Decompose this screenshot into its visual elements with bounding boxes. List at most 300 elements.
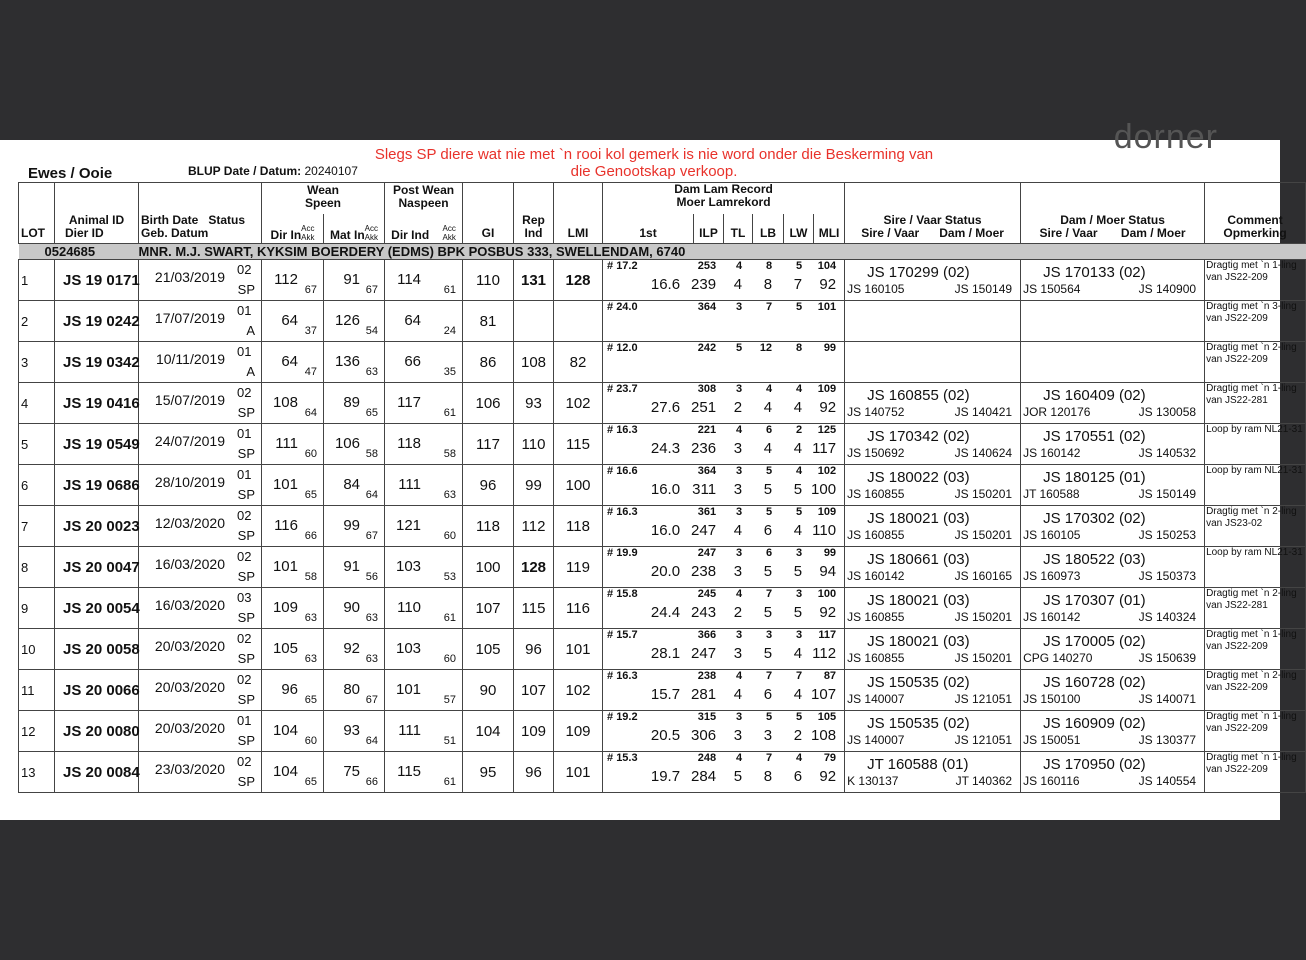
dir-ind-cell [385, 629, 463, 670]
dam-tl-bottom: 3 [733, 645, 743, 662]
sire-sire-id: JS 150692 [847, 446, 905, 460]
dam-mli-bottom: 92 [819, 604, 837, 621]
birth-date: 12/03/2020 [154, 515, 225, 531]
dam-lb-top: 7 [765, 670, 773, 682]
dam-sire-id: JS 150564 [1023, 282, 1081, 296]
sire-status-cell [845, 629, 1021, 670]
lmi-value: 128 [554, 260, 603, 301]
dam-record-cell [603, 465, 845, 506]
sire-id: JS 180661 (03) [867, 551, 970, 568]
owner-row [19, 244, 1306, 260]
dam-first-bottom: 20.0 [650, 563, 681, 580]
sire-status-cell [845, 752, 1021, 793]
sire-dam-id: JS 150201 [954, 487, 1013, 501]
dam-tl-top: 4 [735, 670, 743, 682]
mat-in-value: 93 [343, 722, 360, 739]
dam-id: JS 170133 (02) [1043, 264, 1146, 281]
dam-status-cell [1021, 547, 1205, 588]
dam-lw-top: 4 [795, 465, 803, 477]
dir-in-cell [262, 383, 324, 424]
dir-in-value: 108 [272, 394, 298, 411]
sire-sire-id: JS 160105 [847, 282, 905, 296]
table-row [19, 547, 1306, 588]
dam-first-top: # 24.0 [607, 301, 638, 313]
mat-in-value: 80 [343, 681, 360, 698]
dam-dam-id: JS 140071 [1138, 692, 1197, 706]
dam-lb-bottom: 5 [763, 563, 773, 580]
dam-record-cell [603, 629, 845, 670]
dam-status-cell [1021, 424, 1205, 465]
dir-ind-accuracy: 58 [443, 448, 457, 460]
dam-lw-bottom: 5 [793, 604, 803, 621]
dir-ind-accuracy: 60 [443, 653, 457, 665]
dam-mli-top: 87 [823, 670, 837, 682]
dam-sire-id: JS 150100 [1023, 692, 1081, 706]
dir-in-value: 96 [281, 681, 298, 698]
gi-value: 117 [463, 424, 514, 465]
rep-ind-value: 110 [514, 424, 554, 465]
dam-mli-top: 105 [817, 711, 837, 723]
sire-id: JS 180021 (03) [867, 592, 970, 609]
dir-ind-value: 103 [395, 558, 422, 575]
lot-number: 13 [19, 752, 55, 793]
dam-lb-top: 7 [765, 752, 773, 764]
sire-id: JS 180022 (03) [867, 469, 970, 486]
status-code: SP [237, 446, 255, 461]
sire-id: JT 160588 (01) [867, 756, 969, 773]
dir-ind-accuracy: 51 [443, 735, 457, 747]
comment-header: Comment Opmerking [1205, 183, 1306, 244]
dir-ind-accuracy: 61 [443, 776, 457, 788]
dam-id: JS 170005 (02) [1043, 633, 1146, 650]
rep-ind-value: 115 [514, 588, 554, 629]
dam-first-bottom: 27.6 [650, 399, 681, 416]
dam-first-top: # 16.3 [607, 506, 638, 518]
mat-in-cell [324, 506, 385, 547]
dam-record-top [603, 342, 844, 356]
dir-ind-cell [385, 424, 463, 465]
dam-record-cell [603, 670, 845, 711]
mat-in-accuracy: 54 [365, 325, 379, 337]
sire-dam-id: JS 150201 [954, 528, 1013, 542]
mat-in-value: 91 [343, 271, 360, 288]
dam-dam-id: JS 150373 [1138, 569, 1197, 583]
dam-lw-bottom: 4 [793, 440, 803, 457]
dir-ind-value: 115 [397, 763, 422, 780]
dam-tl-bottom: 4 [733, 276, 743, 293]
dam-lb-top: 6 [765, 547, 773, 559]
sire-dam-id: JS 121051 [954, 692, 1013, 706]
status-code: SP [237, 733, 255, 748]
lot-number: 2 [19, 301, 55, 342]
lot-number: 9 [19, 588, 55, 629]
dir-ind-cell [385, 301, 463, 342]
animal-id: JS 19 0549 [55, 424, 139, 465]
lot-number: 1 [19, 260, 55, 301]
dam-id: JS 180522 (03) [1043, 551, 1146, 568]
dam-tl-bottom: 5 [733, 768, 743, 785]
dam-tl-top: 3 [735, 465, 743, 477]
comment-text: Dragtig met `n 2-ling van JS22-281 [1205, 588, 1306, 629]
sire-id: JS 170342 (02) [867, 428, 970, 445]
dir-ind-cell [385, 711, 463, 752]
dam-record-cell [603, 342, 845, 383]
dam-dam-id: JS 150639 [1138, 651, 1197, 665]
dam-lw-top: 5 [795, 301, 803, 313]
first-header: 1st [603, 214, 694, 244]
dam-lb-top: 3 [765, 629, 773, 641]
lmi-value [554, 301, 603, 342]
catalog-page [0, 118, 1303, 820]
animal-id: JS 19 0171 [55, 260, 139, 301]
birth-status-cell [139, 670, 262, 711]
dam-mli-top: 100 [817, 588, 837, 600]
dam-id: JS 160909 (02) [1043, 715, 1146, 732]
notice-line-1: Slegs SP diere wat nie met `n rooi kol gemerk is nie word onder die Beskerming van [374, 146, 934, 163]
gi-value: 96 [463, 465, 514, 506]
sire-dam-id: JS 140421 [954, 405, 1013, 419]
birth-status-cell [139, 260, 262, 301]
mat-in-cell [324, 342, 385, 383]
birth-date: 21/03/2019 [154, 269, 225, 285]
rep-ind-value: 96 [514, 629, 554, 670]
dam-dam-id: JS 140554 [1138, 774, 1197, 788]
table-row [19, 260, 1306, 301]
dir-ind-cell [385, 342, 463, 383]
birth-type: 02 [237, 385, 252, 400]
dam-id: JS 160728 (02) [1043, 674, 1146, 691]
dam-mli-bottom: 117 [812, 440, 837, 457]
dam-sire-id: JS 160973 [1023, 569, 1081, 583]
dir-ind-accuracy: 63 [443, 489, 457, 501]
mat-in-header: Mat In Acc Akk [324, 214, 385, 244]
animal-id: JS 20 0023 [55, 506, 139, 547]
birth-status-cell [139, 711, 262, 752]
sire-id: JS 180021 (03) [867, 510, 970, 527]
dir-in-accuracy: 65 [304, 489, 317, 501]
dam-id: JS 170950 (02) [1043, 756, 1146, 773]
dam-first-top: # 16.3 [607, 424, 638, 436]
dam-record-cell [603, 547, 845, 588]
sire-dam-id: JS 150201 [954, 610, 1013, 624]
sire-sire-id: JS 140007 [847, 692, 905, 706]
rep-ind-value: 93 [514, 383, 554, 424]
mat-in-value: 75 [343, 763, 360, 780]
sire-dam-id: JS 140624 [954, 446, 1013, 460]
dam-first-bottom: 16.0 [650, 481, 681, 498]
dam-first-top: # 19.9 [607, 547, 638, 559]
lot-number: 10 [19, 629, 55, 670]
dam-record-cell [603, 383, 845, 424]
dam-lb-bottom: 5 [763, 604, 773, 621]
dam-tl-bottom: 3 [733, 440, 743, 457]
birth-date: 16/03/2020 [154, 556, 225, 572]
dam-record-top [603, 383, 844, 397]
tl-header: TL [724, 214, 753, 244]
dam-lb-bottom: 8 [763, 768, 773, 785]
mat-in-accuracy: 65 [365, 407, 379, 419]
comment-text: Dragtig met `n 3-ling van JS22-209 [1205, 301, 1306, 342]
dam-dam-id: JS 140532 [1138, 446, 1197, 460]
sire-sire-id: JS 160855 [847, 487, 905, 501]
dir-ind-value: 66 [404, 353, 422, 370]
dam-lb-top: 6 [765, 424, 773, 436]
dam-lw-bottom: 4 [793, 645, 803, 662]
gi-value: 104 [463, 711, 514, 752]
dam-id: JS 160409 (02) [1043, 387, 1146, 404]
dam-lw-bottom: 4 [793, 686, 803, 703]
birth-type: 02 [237, 508, 252, 523]
dam-tl-top: 4 [735, 424, 743, 436]
animal-id: JS 19 0342 [55, 342, 139, 383]
sire-status-cell [845, 465, 1021, 506]
dir-in-header: Dir In Acc Akk [262, 214, 324, 244]
lmi-value: 119 [554, 547, 603, 588]
animal-id: JS 19 0242 [55, 301, 139, 342]
dam-first-top: # 16.3 [607, 670, 638, 682]
dam-lw-top: 7 [795, 670, 803, 682]
sire-status-cell [845, 588, 1021, 629]
dam-ilp-top: 245 [697, 588, 717, 600]
table-row [19, 711, 1306, 752]
dam-status-cell [1021, 342, 1205, 383]
dam-lb-bottom: 5 [763, 645, 773, 662]
dam-ilp-bottom: 281 [691, 686, 717, 703]
dam-ilp-top: 238 [697, 670, 717, 682]
dam-mli-bottom: 110 [812, 522, 837, 539]
sire-sire-id: JS 160855 [847, 651, 905, 665]
dir-in-accuracy: 64 [304, 407, 317, 419]
dir-in-value: 109 [272, 599, 298, 616]
dam-lw-top: 3 [795, 629, 803, 641]
lot-number: 8 [19, 547, 55, 588]
dir-ind-value: 117 [397, 394, 422, 411]
mat-in-accuracy: 67 [365, 284, 379, 296]
dir-ind-value: 111 [398, 476, 422, 493]
lmi-value: 101 [554, 629, 603, 670]
dir-ind-accuracy: 57 [443, 694, 457, 706]
sire-status-cell [845, 670, 1021, 711]
dir-in-cell [262, 260, 324, 301]
dam-lb-bottom: 4 [763, 440, 773, 457]
dam-lw-bottom: 7 [793, 276, 803, 293]
dam-mli-bottom: 100 [811, 481, 837, 498]
dam-sire-id: JT 160588 [1023, 487, 1080, 501]
dam-record-top [603, 260, 844, 274]
birth-status-cell [139, 547, 262, 588]
dam-ilp-bottom: 284 [691, 768, 717, 785]
dir-ind-accuracy: 35 [443, 366, 457, 378]
animal-id: JS 19 0416 [55, 383, 139, 424]
postwean-header: Post Wean Naspeen [385, 183, 463, 214]
dam-tl-top: 5 [735, 342, 743, 354]
ewes-table [18, 182, 1306, 793]
sire-sire-id: JS 160855 [847, 528, 905, 542]
dir-ind-value: 101 [395, 681, 422, 698]
dir-ind-value: 103 [395, 640, 422, 657]
dam-mli-bottom: 112 [812, 645, 837, 662]
dam-record-header: Dam Lam Record Moer Lamrekord [603, 183, 845, 214]
dam-ilp-bottom: 251 [691, 399, 717, 416]
dam-lb-top: 7 [765, 588, 773, 600]
rep-ind-value: 96 [514, 752, 554, 793]
sire-id: JS 180021 (03) [867, 633, 970, 650]
dam-lb-top: 8 [765, 260, 773, 272]
dir-ind-value: 111 [398, 722, 422, 739]
dam-tl-top: 3 [735, 547, 743, 559]
mat-in-accuracy: 63 [365, 612, 379, 624]
lmi-value: 118 [554, 506, 603, 547]
lot-number: 4 [19, 383, 55, 424]
dir-in-value: 112 [274, 271, 298, 288]
mat-in-accuracy: 67 [365, 694, 379, 706]
dam-tl-top: 3 [735, 711, 743, 723]
dam-ilp-top: 366 [697, 629, 717, 641]
dam-record-cell [603, 424, 845, 465]
birth-type: 01 [237, 303, 252, 318]
comment-text: Dragtig met `n 1-ling van JS22-281 [1205, 383, 1306, 424]
dam-lw-top: 3 [795, 588, 803, 600]
dam-mli-top: 79 [823, 752, 837, 764]
dam-record-cell [603, 301, 845, 342]
birth-status-cell [139, 465, 262, 506]
mat-in-value: 89 [343, 394, 360, 411]
mat-in-accuracy: 64 [365, 489, 379, 501]
dam-first-bottom: 24.3 [650, 440, 681, 457]
dam-dam-id: JS 140324 [1138, 610, 1197, 624]
lmi-value: 82 [554, 342, 603, 383]
dir-in-cell [262, 711, 324, 752]
dir-in-accuracy: 65 [304, 776, 317, 788]
sire-status-cell [845, 342, 1021, 383]
dir-in-accuracy: 60 [304, 735, 317, 747]
animal-id: JS 20 0080 [55, 711, 139, 752]
sire-dam-id: JS 150201 [954, 651, 1013, 665]
dam-tl-bottom: 3 [733, 481, 743, 498]
dam-first-top: # 23.7 [607, 383, 638, 395]
birth-date: 17/07/2019 [154, 310, 225, 326]
birth-status-header: Birth Date Status Geb. Datum [139, 183, 262, 244]
dam-lw-bottom: 5 [793, 563, 803, 580]
dam-status-cell [1021, 301, 1205, 342]
mat-in-accuracy: 63 [365, 653, 379, 665]
table-row [19, 301, 1306, 342]
wean-header: Wean Speen [262, 183, 385, 214]
dam-record-top [603, 506, 844, 520]
animal-id: JS 20 0058 [55, 629, 139, 670]
dam-lb-top: 5 [765, 506, 773, 518]
birth-type: 02 [237, 262, 252, 277]
comment-text: Loop by ram NL21-31 [1205, 465, 1306, 506]
dam-sire-id: JS 160116 [1023, 774, 1080, 788]
dam-first-top: # 17.2 [607, 260, 638, 272]
birth-status-cell [139, 629, 262, 670]
status-code: SP [237, 610, 255, 625]
mat-in-cell [324, 629, 385, 670]
dir-in-cell [262, 424, 324, 465]
dam-first-top: # 12.0 [607, 342, 638, 354]
mat-in-value: 92 [343, 640, 360, 657]
dam-lw-bottom: 6 [793, 768, 803, 785]
dam-lb-bottom: 5 [763, 481, 773, 498]
dir-ind-cell [385, 383, 463, 424]
dir-ind-cell [385, 260, 463, 301]
comment-text: Loop by ram NL21-31 [1205, 424, 1306, 465]
sire-sire-id: K 130137 [847, 774, 899, 788]
dam-ilp-top: 248 [697, 752, 717, 764]
dam-sire-id: JS 160142 [1023, 610, 1081, 624]
sire-dam-id: JS 121051 [954, 733, 1013, 747]
dir-in-accuracy: 60 [304, 448, 317, 460]
dam-first-bottom: 16.0 [650, 522, 681, 539]
dam-ilp-top: 242 [697, 342, 717, 354]
mat-in-cell [324, 424, 385, 465]
mli-header: MLI [814, 214, 845, 244]
dam-lb-bottom: 6 [763, 686, 773, 703]
dam-ilp-bottom: 247 [691, 645, 717, 662]
table-row [19, 506, 1306, 547]
dam-tl-bottom: 3 [733, 563, 743, 580]
birth-type: 01 [237, 344, 252, 359]
owner-name: MNR. M.J. SWART, KYKSIM BOERDERY (EDMS) BPK POSBUS 333, SWELLENDAM, 6740 [139, 244, 1306, 260]
dir-in-value: 101 [272, 558, 298, 575]
dam-first-bottom: 15.7 [650, 686, 681, 703]
dam-record-top [603, 629, 844, 643]
comment-text: Loop by ram NL21-31 [1205, 547, 1306, 588]
dam-id: JS 170307 (01) [1043, 592, 1146, 609]
dir-in-cell [262, 547, 324, 588]
dam-lb-bottom: 6 [763, 522, 773, 539]
sire-id: JS 160855 (02) [867, 387, 970, 404]
dam-id: JS 170302 (02) [1043, 510, 1146, 527]
sire-status-cell [845, 711, 1021, 752]
dam-sire-id: JS 150051 [1023, 733, 1081, 747]
dam-lb-bottom: 4 [763, 399, 773, 416]
lmi-value: 115 [554, 424, 603, 465]
dir-in-cell [262, 629, 324, 670]
birth-type: 01 [237, 426, 252, 441]
mat-in-accuracy: 63 [365, 366, 379, 378]
status-code: A [246, 323, 255, 338]
birth-type: 02 [237, 672, 252, 687]
dam-ilp-top: 364 [697, 465, 717, 477]
rep-ind-value [514, 301, 554, 342]
rep-ind-value: 108 [514, 342, 554, 383]
dir-ind-cell [385, 506, 463, 547]
dir-in-value: 116 [274, 517, 298, 534]
dir-in-cell [262, 342, 324, 383]
dir-ind-accuracy: 61 [443, 407, 457, 419]
lmi-value: 101 [554, 752, 603, 793]
mat-in-cell [324, 588, 385, 629]
gi-value: 107 [463, 588, 514, 629]
animal-id: JS 20 0047 [55, 547, 139, 588]
birth-status-cell [139, 301, 262, 342]
dam-tl-top: 4 [735, 588, 743, 600]
table-body [19, 244, 1306, 793]
dam-record-cell [603, 260, 845, 301]
birth-date: 20/03/2020 [154, 638, 225, 654]
dam-sire-id: JOR 120176 [1023, 405, 1091, 419]
dam-record-top [603, 465, 844, 479]
rep-ind-value: 109 [514, 711, 554, 752]
dam-tl-bottom: 2 [733, 604, 743, 621]
dam-ilp-bottom: 239 [691, 276, 717, 293]
dam-ilp-top: 221 [697, 424, 717, 436]
gi-value: 95 [463, 752, 514, 793]
dam-record-top [603, 547, 844, 561]
dam-mli-bottom: 94 [819, 563, 837, 580]
